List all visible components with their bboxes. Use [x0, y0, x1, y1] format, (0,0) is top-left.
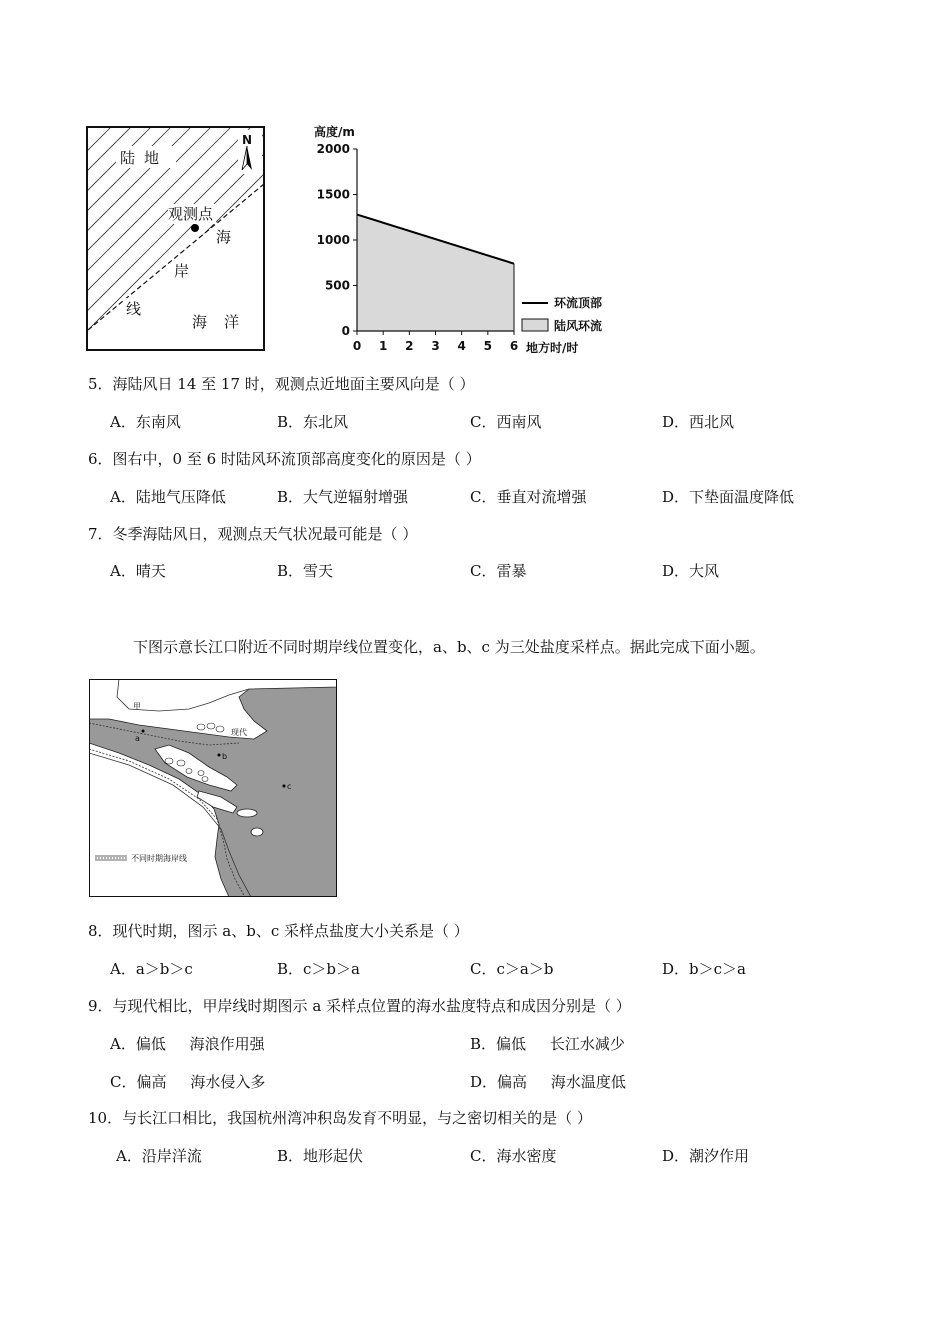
coast-label-2: 岸: [174, 262, 190, 280]
q7-option-b[interactable]: B．雪天: [277, 562, 334, 580]
label-c: c: [287, 782, 292, 791]
q10-option-d[interactable]: D．潮汐作用: [662, 1147, 750, 1165]
question-5: 5．海陆风日 14 至 17 时，观测点近地面主要风向是（ ）: [88, 375, 475, 393]
ocean-label-2: 洋: [224, 313, 240, 331]
ocean-label-1: 海: [192, 313, 208, 331]
q6-option-a[interactable]: A．陆地气压降低: [110, 488, 226, 506]
question-10: 10．与长江口相比，我国杭州湾冲积岛发育不明显，与之密切相关的是（ ）: [88, 1109, 592, 1127]
label-modern: 现代: [231, 728, 247, 737]
label-a: a: [135, 734, 140, 743]
question-6: 6．图右中，0 至 6 时陆风环流顶部高度变化的原因是（ ）: [88, 450, 481, 468]
y-tick-label: 1000: [316, 233, 350, 247]
x-axis-label: 地方时/时: [526, 341, 579, 355]
q7-option-c[interactable]: C．雷暴: [470, 562, 527, 580]
x-tick-label: 5: [483, 339, 493, 353]
y-tick-label: 0: [341, 324, 350, 338]
x-tick-label: 1: [378, 339, 388, 353]
estuary-map: [89, 679, 337, 897]
coast-label-1: 海: [216, 228, 232, 246]
land-label-2: 地: [144, 149, 160, 167]
q9-option-b[interactable]: B．偏低 长江水减少: [470, 1035, 625, 1053]
observe-point-label: 观测点: [168, 205, 214, 223]
q7-option-a[interactable]: A．晴天: [110, 562, 166, 580]
q8-option-d[interactable]: D．b＞c＞a: [662, 960, 746, 978]
q9-option-c[interactable]: C．偏高 海水侵入多: [110, 1073, 266, 1091]
question-9: 9．与现代相比，甲岸线时期图示 a 采样点位置的海水盐度特点和成因分别是（ ）: [88, 997, 631, 1015]
north-label: N: [242, 133, 253, 147]
legend-area-label: 陆风环流: [554, 319, 603, 333]
q5-option-a[interactable]: A．东南风: [110, 413, 181, 431]
map2-legend-label: 不同时期海岸线: [131, 854, 187, 863]
q6-option-d[interactable]: D．下垫面温度降低: [662, 488, 795, 506]
x-tick-label: 2: [405, 339, 414, 353]
x-tick-label: 0: [352, 339, 362, 353]
q10-option-c[interactable]: C．海水密度: [470, 1147, 557, 1165]
x-tick-label: 6: [509, 339, 519, 353]
q9-option-d[interactable]: D．偏高 海水温度低: [470, 1073, 626, 1091]
height-chart: [300, 120, 630, 360]
q8-option-b[interactable]: B．c＞b＞a: [277, 960, 360, 978]
y-tick-label: 500: [324, 278, 350, 293]
label-b: b: [222, 752, 228, 761]
sample-point-c: [283, 785, 286, 788]
x-tick-label: 3: [431, 339, 440, 353]
q6-option-c[interactable]: C．垂直对流增强: [470, 488, 587, 506]
question-7: 7．冬季海陆风日，观测点天气状况最可能是（ ）: [88, 525, 418, 543]
y-axis-label: 高度/m: [314, 125, 355, 139]
q6-option-b[interactable]: B．大气逆辐射增强: [277, 488, 409, 506]
q8-option-c[interactable]: C．c＞a＞b: [470, 960, 554, 978]
legend-area-swatch: [522, 319, 548, 331]
q5-option-b[interactable]: B．东北风: [277, 413, 349, 431]
coast-map: [86, 126, 266, 352]
q10-option-b[interactable]: B．地形起伏: [277, 1147, 364, 1165]
y-tick-label: 1500: [316, 187, 350, 202]
q8-option-a[interactable]: A．a＞b＞c: [110, 960, 193, 978]
question-8: 8．现代时期，图示 a、b、c 采样点盐度大小关系是（ ）: [88, 922, 469, 940]
q5-option-d[interactable]: D．西北风: [662, 413, 735, 431]
q7-option-d[interactable]: D．大风: [662, 562, 720, 580]
land-label-1: 陆: [120, 149, 136, 167]
land-breeze-area: [357, 215, 514, 331]
passage-text: 下图示意长江口附近不同时期岸线位置变化，a、b、c 为三处盐度采样点。据此完成下面小题。: [133, 638, 765, 656]
legend-line-label: 环流顶部: [554, 296, 603, 310]
q9-option-a[interactable]: A．偏低 海浪作用强: [110, 1035, 265, 1053]
y-tick-label: 2000: [316, 142, 350, 156]
sample-point-a: [142, 730, 145, 733]
q10-option-a[interactable]: A．沿岸洋流: [116, 1147, 202, 1165]
x-tick-label: 4: [457, 339, 466, 353]
label-jia: 甲: [133, 702, 141, 711]
sample-point-b: [218, 754, 221, 757]
q5-option-c[interactable]: C．西南风: [470, 413, 542, 431]
observe-point: [191, 224, 199, 232]
coast-label-3: 线: [126, 300, 142, 318]
